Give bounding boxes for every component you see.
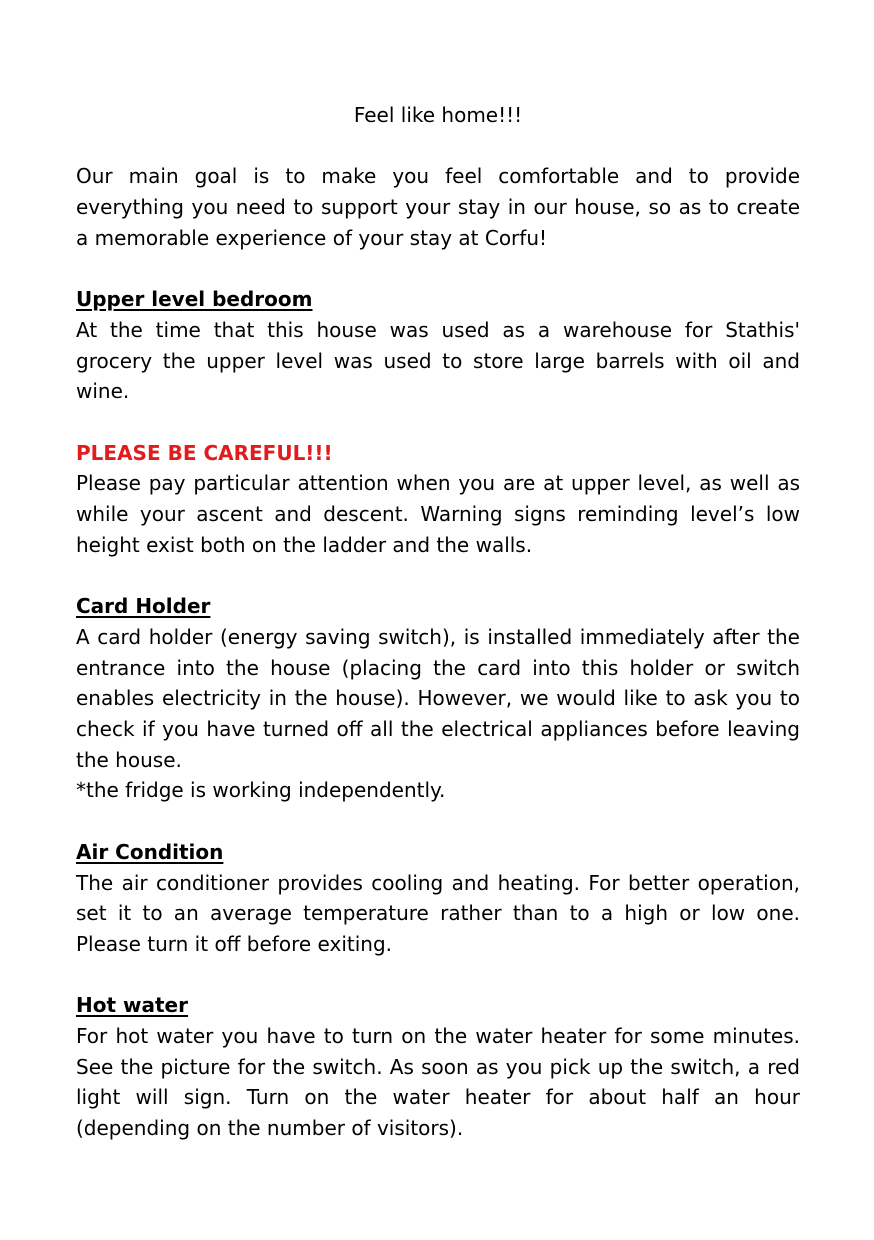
intro-paragraph: Our main goal is to make you feel comfortable and to provide everything you need to support your stay in our house, so as to create a memorable experience of your stay at Corfu!	[76, 164, 800, 250]
air-condition-paragraph: The air conditioner provides cooling and heating. For better operation, set it to an average temperature rather than to a high or low one. Please turn it off before exiting.	[76, 870, 800, 956]
page-title: Feel like home!!!	[353, 103, 523, 127]
hot-water-paragraph: For hot water you have to turn on the water heater for some minutes. See the picture for the switch. As soon as you pick up the switch, a red light will sign. Turn on the water heater for about half an hour (depending on the number of visitors).	[76, 1024, 800, 1141]
warning-paragraph: Please pay particular attention when you are at upper level, as well as while your ascent and descent. Warning signs reminding level’s low height exist both on the ladder and the walls.	[76, 471, 800, 557]
air-condition-heading: Air Condition	[76, 839, 224, 864]
card-holder-paragraph: A card holder (energy saving switch), is installed immediately after the entrance into the house (placing the card into this holder or switch enables electricity in the house). However, we would like to ask you to check if you have turned off all the electrical appliances before leaving the house.	[76, 624, 800, 772]
warning-heading: PLEASE BE CAREFUL!!!	[76, 440, 333, 465]
hot-water-heading: Hot water	[76, 993, 188, 1018]
card-holder-heading: Card Holder	[76, 594, 211, 619]
upper-level-heading: Upper level bedroom	[76, 287, 313, 312]
document-body	[76, 100, 800, 1144]
upper-level-paragraph: At the time that this house was used as a warehouse for Stathis' grocery the upper level was used to store large barrels with oil and wine.	[76, 317, 800, 404]
fridge-note: *the fridge is working independently.	[76, 778, 446, 803]
